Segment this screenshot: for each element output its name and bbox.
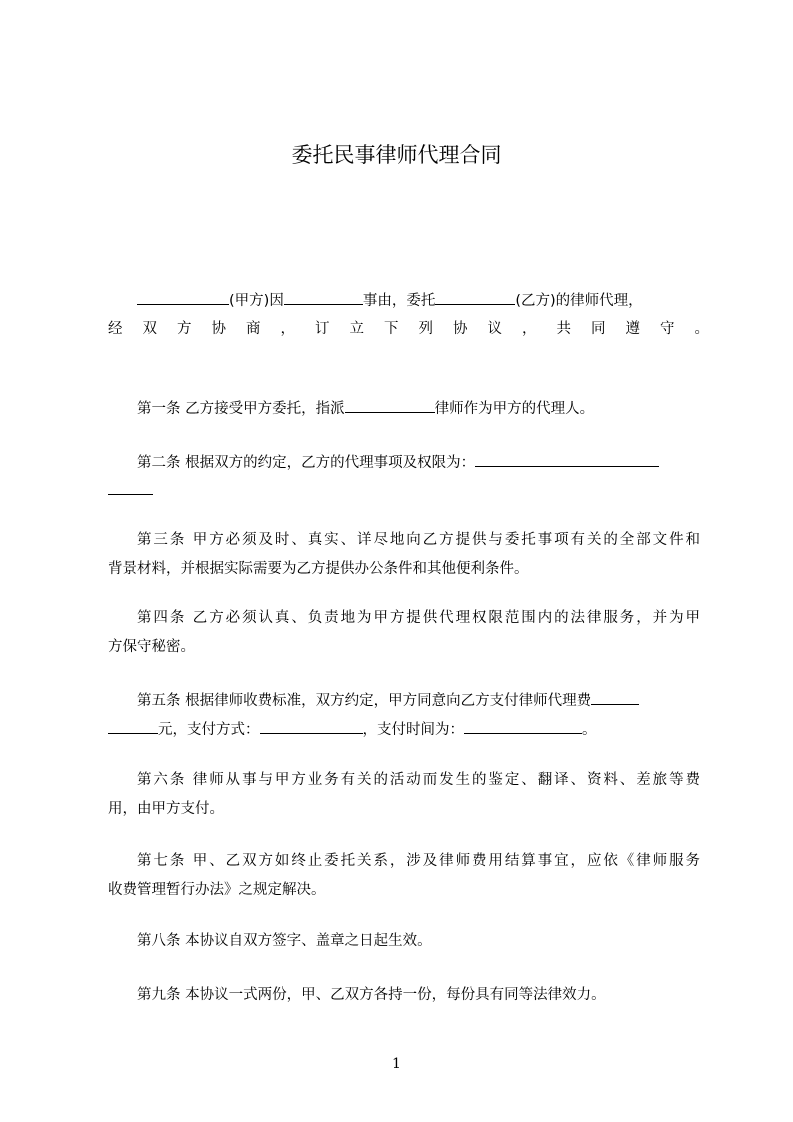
blank-party-a xyxy=(137,289,229,305)
article-4-line-2: 方保守秘密。 xyxy=(108,639,195,655)
preamble-matter-text: 事由，委托 xyxy=(362,293,436,309)
preamble-line-1 xyxy=(108,289,700,311)
article-1-text-end: 律师作为甲方的代理人。 xyxy=(434,401,595,417)
blank-payment-method xyxy=(260,718,363,734)
blank-authority-1 xyxy=(475,451,659,467)
page-title: 委托民事律师代理合同 xyxy=(291,143,502,167)
article-5-yuan-text: 元，支付方式： xyxy=(158,722,260,738)
article-2 xyxy=(108,451,700,473)
article-4-line-1: 第四条 乙方必须认真、负责地为甲方提供代理权限范围内的法律服务，并为甲 xyxy=(137,610,700,626)
preamble-line-2: 经双方协商，订立下列协议，共同遵守。 xyxy=(108,321,729,337)
blank-fee-1 xyxy=(591,689,639,705)
article-6-line-1: 第六条 律师从事与甲方业务有关的活动而发生的鉴定、翻译、资料、差旅等费 xyxy=(137,772,700,788)
blank-lawyer-name xyxy=(345,397,435,413)
article-2-line-2 xyxy=(108,479,700,501)
article-5-text: 第五条 根据律师收费标准，双方约定，甲方同意向乙方支付律师代理费 xyxy=(137,693,592,709)
preamble-party-b-text: (乙方)的律师代理， xyxy=(515,293,643,309)
blank-payment-time xyxy=(464,718,582,734)
article-3-line-2: 背景材料，并根据实际需要为乙方提供办公条件和其他便利条件。 xyxy=(108,561,529,577)
article-7-line-1: 第七条 甲、乙双方如终止委托关系，涉及律师费用结算事宜，应依《律师服务 xyxy=(137,853,700,869)
article-8: 第八条 本协议自双方签字、盖章之日起生效。 xyxy=(137,933,432,949)
article-1 xyxy=(108,397,700,419)
article-5-end-text: 。 xyxy=(582,722,597,738)
blank-fee-2 xyxy=(108,718,158,734)
blank-matter xyxy=(284,289,363,305)
article-3-line-1: 第三条 甲方必须及时、真实、详尽地向乙方提供与委托事项有关的全部文件和 xyxy=(137,532,700,548)
preamble-party-a-text: (甲方)因 xyxy=(229,293,284,309)
article-5-line-1 xyxy=(108,689,700,711)
article-9: 第九条 本协议一式两份，甲、乙双方各持一份，每份具有同等法律效力。 xyxy=(137,987,606,1003)
blank-party-b xyxy=(435,289,515,305)
article-5-line-2 xyxy=(108,718,700,740)
article-2-text: 第二条 根据双方的约定，乙方的代理事项及权限为： xyxy=(137,455,476,471)
article-7-line-2: 收费管理暂行办法》之规定解决。 xyxy=(108,882,326,898)
article-1-text-start: 第一条 乙方接受甲方委托，指派 xyxy=(137,401,345,417)
article-5-time-text: ，支付时间为： xyxy=(362,722,464,738)
blank-authority-2 xyxy=(108,479,153,495)
article-6-line-2: 用，由甲方支付。 xyxy=(108,801,224,817)
page-number: 1 xyxy=(392,1056,401,1072)
